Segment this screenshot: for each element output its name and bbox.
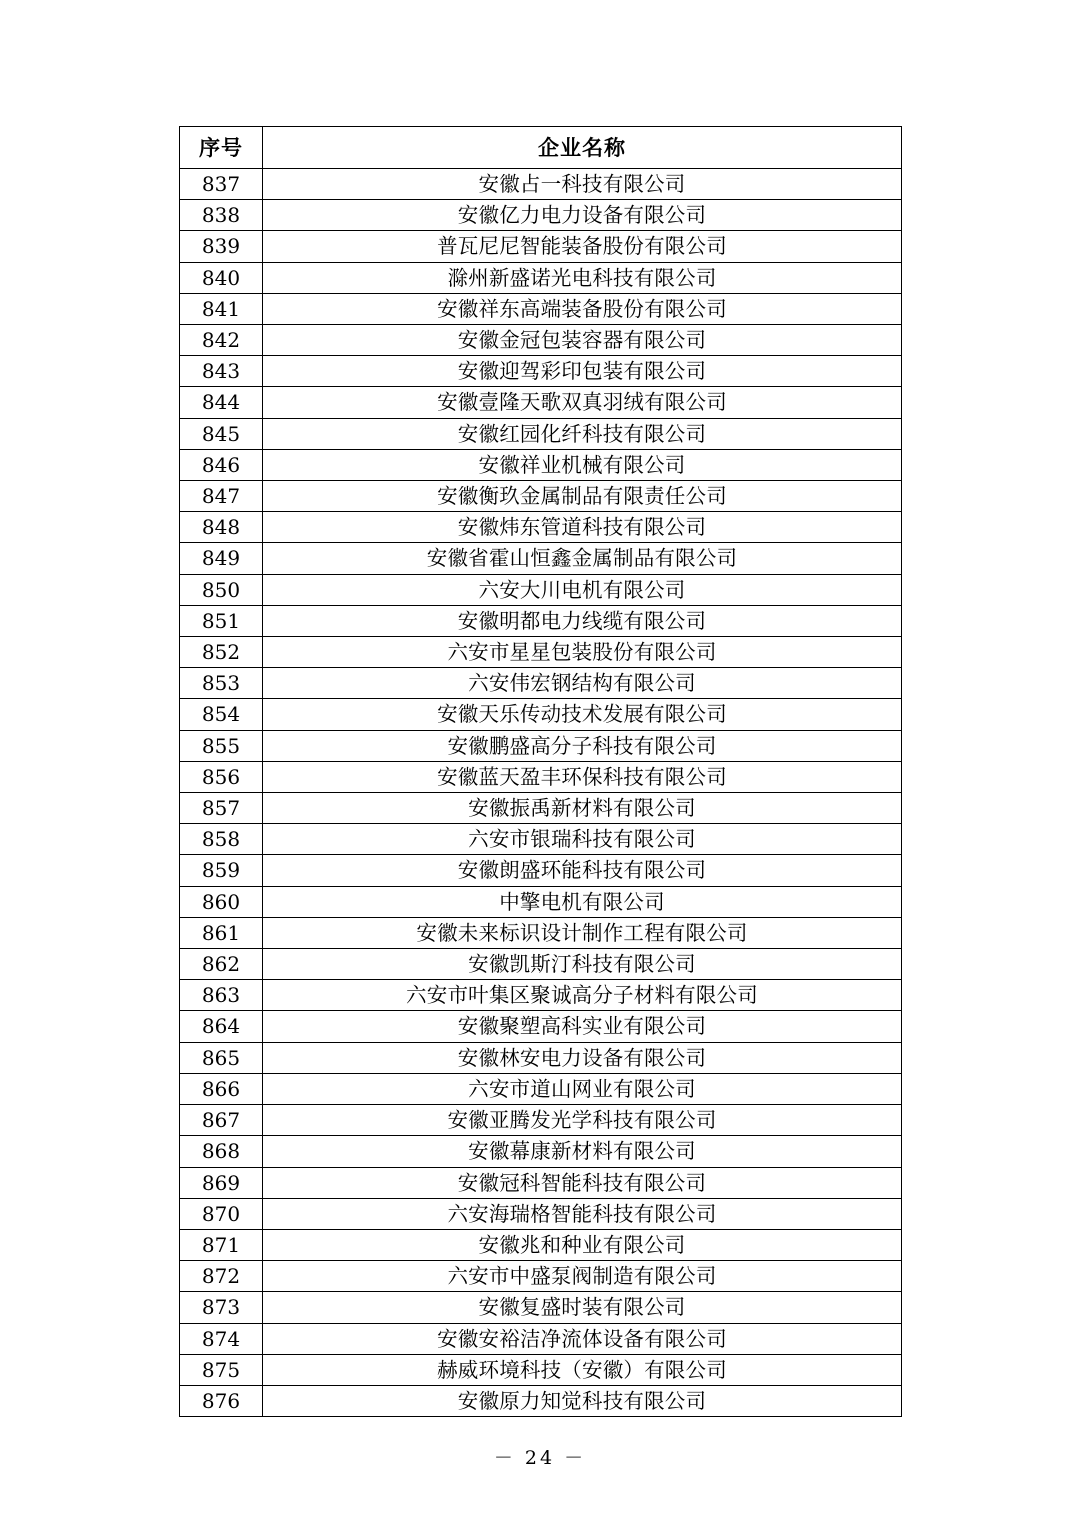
cell-enterprise-name: 普瓦尼尼智能装备股份有限公司	[263, 231, 902, 262]
page-number-footer: － 24 －	[493, 1447, 587, 1469]
cell-sequence: 840	[180, 262, 263, 293]
cell-enterprise-name: 安徽幕康新材料有限公司	[263, 1136, 902, 1167]
table-row	[180, 325, 902, 356]
table-row	[180, 980, 902, 1011]
table-row	[180, 605, 902, 636]
cell-sequence: 864	[180, 1011, 263, 1042]
cell-sequence: 860	[180, 886, 263, 917]
cell-enterprise-name: 滁州新盛诺光电科技有限公司	[263, 262, 902, 293]
table-row	[180, 730, 902, 761]
cell-sequence: 843	[180, 356, 263, 387]
cell-sequence: 838	[180, 200, 263, 231]
table-row	[180, 1073, 902, 1104]
cell-enterprise-name: 安徽明都电力线缆有限公司	[263, 605, 902, 636]
cell-enterprise-name: 安徽天乐传动技术发展有限公司	[263, 699, 902, 730]
cell-enterprise-name: 安徽红园化纤科技有限公司	[263, 418, 902, 449]
cell-enterprise-name: 六安市道山网业有限公司	[263, 1073, 902, 1104]
cell-sequence: 868	[180, 1136, 263, 1167]
table-row	[180, 668, 902, 699]
table-row	[180, 699, 902, 730]
cell-sequence: 862	[180, 949, 263, 980]
column-header-sequence: 序号	[180, 127, 263, 169]
table-row	[180, 1292, 902, 1323]
cell-sequence: 856	[180, 761, 263, 792]
table-row	[180, 1136, 902, 1167]
cell-sequence: 837	[180, 169, 263, 200]
table-row	[180, 855, 902, 886]
cell-sequence: 854	[180, 699, 263, 730]
enterprise-listing-table-container	[179, 126, 901, 1417]
cell-sequence: 842	[180, 325, 263, 356]
cell-enterprise-name: 安徽复盛时装有限公司	[263, 1292, 902, 1323]
column-header-enterprise-name: 企业名称	[263, 127, 902, 169]
cell-enterprise-name: 安徽聚塑高科实业有限公司	[263, 1011, 902, 1042]
table-row	[180, 200, 902, 231]
table-row	[180, 1323, 902, 1354]
cell-sequence: 859	[180, 855, 263, 886]
cell-sequence: 863	[180, 980, 263, 1011]
table-row	[180, 293, 902, 324]
cell-enterprise-name: 安徽炜东管道科技有限公司	[263, 512, 902, 543]
table-row	[180, 356, 902, 387]
cell-sequence: 871	[180, 1229, 263, 1260]
table-row	[180, 886, 902, 917]
table-row	[180, 1198, 902, 1229]
cell-sequence: 847	[180, 481, 263, 512]
table-row	[180, 1011, 902, 1042]
cell-enterprise-name: 安徽蓝天盈丰环保科技有限公司	[263, 761, 902, 792]
cell-sequence: 874	[180, 1323, 263, 1354]
cell-sequence: 861	[180, 917, 263, 948]
cell-sequence: 876	[180, 1385, 263, 1416]
cell-sequence: 849	[180, 543, 263, 574]
cell-sequence: 850	[180, 574, 263, 605]
cell-sequence: 846	[180, 449, 263, 480]
cell-sequence: 865	[180, 1042, 263, 1073]
table-row	[180, 387, 902, 418]
table-row	[180, 761, 902, 792]
cell-sequence: 872	[180, 1261, 263, 1292]
cell-sequence: 858	[180, 824, 263, 855]
table-row	[180, 1229, 902, 1260]
cell-enterprise-name: 安徽兆和种业有限公司	[263, 1229, 902, 1260]
table-row	[180, 949, 902, 980]
table-row	[180, 1354, 902, 1385]
table-header	[180, 127, 902, 169]
cell-enterprise-name: 安徽朗盛环能科技有限公司	[263, 855, 902, 886]
table-row	[180, 169, 902, 200]
table-row	[180, 574, 902, 605]
cell-sequence: 839	[180, 231, 263, 262]
cell-enterprise-name: 六安海瑞格智能科技有限公司	[263, 1198, 902, 1229]
table-row	[180, 543, 902, 574]
cell-enterprise-name: 安徽祥东高端装备股份有限公司	[263, 293, 902, 324]
table-row	[180, 1261, 902, 1292]
enterprise-listing-table	[179, 126, 902, 1417]
table-row	[180, 824, 902, 855]
cell-enterprise-name: 安徽林安电力设备有限公司	[263, 1042, 902, 1073]
cell-sequence: 841	[180, 293, 263, 324]
cell-enterprise-name: 安徽冠科智能科技有限公司	[263, 1167, 902, 1198]
cell-sequence: 851	[180, 605, 263, 636]
cell-enterprise-name: 安徽金冠包装容器有限公司	[263, 325, 902, 356]
cell-enterprise-name: 安徽壹隆天歌双真羽绒有限公司	[263, 387, 902, 418]
cell-enterprise-name: 安徽原力知觉科技有限公司	[263, 1385, 902, 1416]
table-body	[180, 169, 902, 1417]
cell-sequence: 867	[180, 1105, 263, 1136]
cell-sequence: 866	[180, 1073, 263, 1104]
cell-sequence: 873	[180, 1292, 263, 1323]
cell-enterprise-name: 安徽占一科技有限公司	[263, 169, 902, 200]
cell-enterprise-name: 六安市叶集区聚诚高分子材料有限公司	[263, 980, 902, 1011]
cell-enterprise-name: 中擎电机有限公司	[263, 886, 902, 917]
cell-enterprise-name: 安徽亚腾发光学科技有限公司	[263, 1105, 902, 1136]
table-row	[180, 917, 902, 948]
table-row	[180, 481, 902, 512]
cell-sequence: 875	[180, 1354, 263, 1385]
cell-enterprise-name: 安徽凯斯汀科技有限公司	[263, 949, 902, 980]
cell-sequence: 857	[180, 793, 263, 824]
cell-enterprise-name: 安徽未来标识设计制作工程有限公司	[263, 917, 902, 948]
table-row	[180, 1385, 902, 1416]
table-row	[180, 1042, 902, 1073]
cell-sequence: 870	[180, 1198, 263, 1229]
cell-sequence: 844	[180, 387, 263, 418]
cell-sequence: 848	[180, 512, 263, 543]
cell-sequence: 869	[180, 1167, 263, 1198]
cell-enterprise-name: 六安伟宏钢结构有限公司	[263, 668, 902, 699]
cell-enterprise-name: 六安市中盛泵阀制造有限公司	[263, 1261, 902, 1292]
table-row	[180, 1105, 902, 1136]
cell-enterprise-name: 安徽迎驾彩印包装有限公司	[263, 356, 902, 387]
cell-enterprise-name: 安徽亿力电力设备有限公司	[263, 200, 902, 231]
table-row	[180, 418, 902, 449]
table-row	[180, 262, 902, 293]
cell-sequence: 845	[180, 418, 263, 449]
cell-sequence: 852	[180, 637, 263, 668]
table-header-row	[180, 127, 902, 169]
cell-enterprise-name: 安徽衡玖金属制品有限责任公司	[263, 481, 902, 512]
table-row	[180, 793, 902, 824]
cell-enterprise-name: 六安市星星包装股份有限公司	[263, 637, 902, 668]
table-row	[180, 449, 902, 480]
table-row	[180, 637, 902, 668]
cell-enterprise-name: 安徽省霍山恒鑫金属制品有限公司	[263, 543, 902, 574]
cell-enterprise-name: 安徽振禹新材料有限公司	[263, 793, 902, 824]
cell-enterprise-name: 六安市银瑞科技有限公司	[263, 824, 902, 855]
cell-sequence: 853	[180, 668, 263, 699]
cell-sequence: 855	[180, 730, 263, 761]
table-row	[180, 231, 902, 262]
cell-enterprise-name: 安徽祥业机械有限公司	[263, 449, 902, 480]
cell-enterprise-name: 安徽鹏盛高分子科技有限公司	[263, 730, 902, 761]
cell-enterprise-name: 六安大川电机有限公司	[263, 574, 902, 605]
table-row	[180, 512, 902, 543]
table-row	[180, 1167, 902, 1198]
cell-enterprise-name: 安徽安裕洁净流体设备有限公司	[263, 1323, 902, 1354]
cell-enterprise-name: 赫威环境科技（安徽）有限公司	[263, 1354, 902, 1385]
